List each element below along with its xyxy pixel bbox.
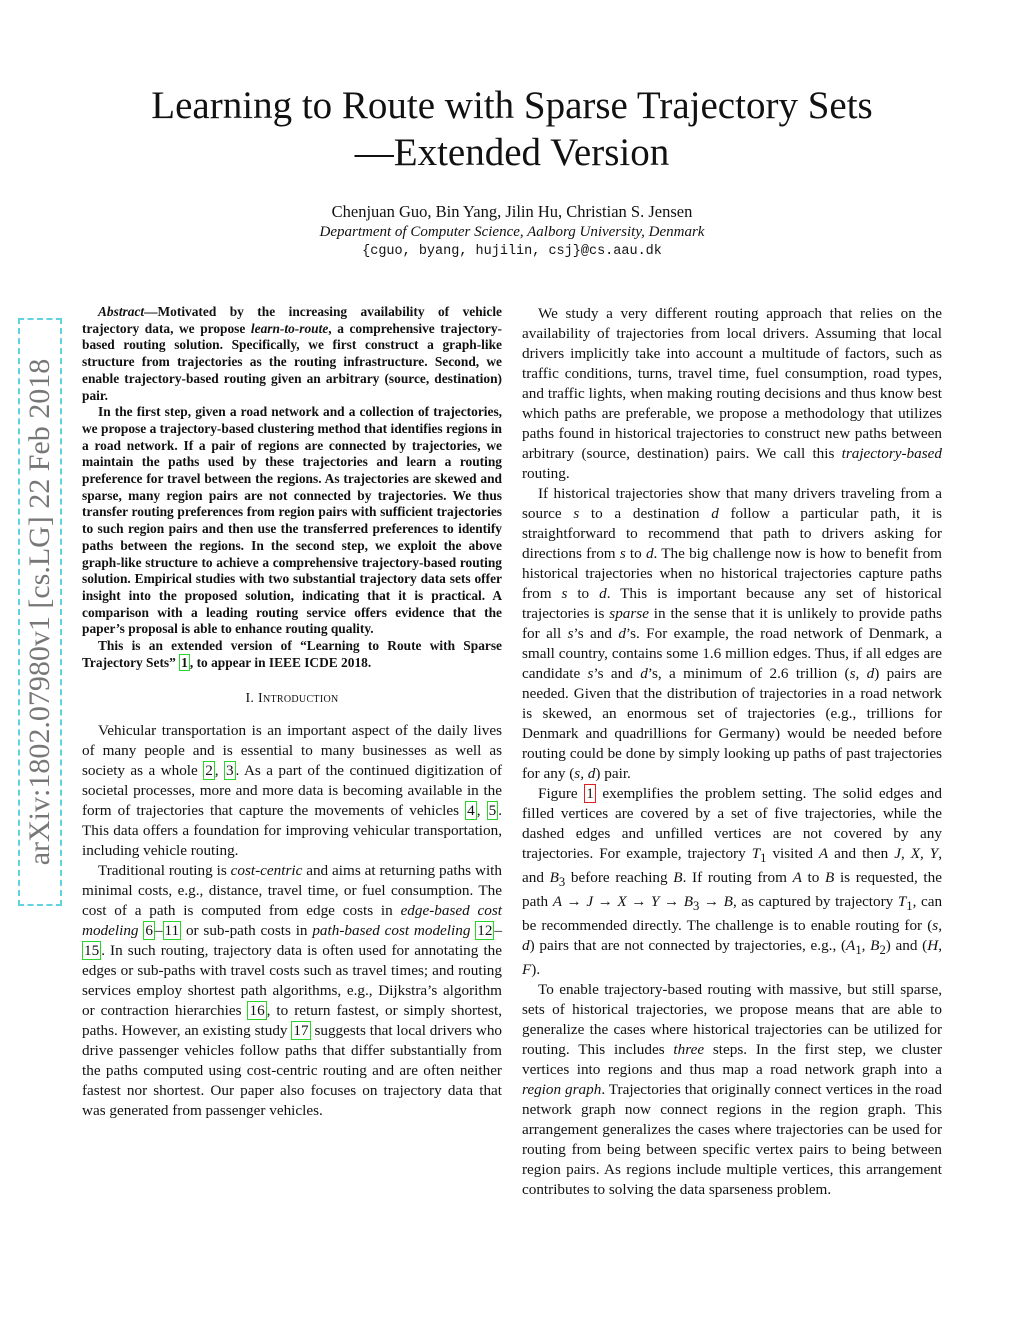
emphasis: T [897, 893, 907, 911]
citation-link[interactable]: 5 [488, 802, 497, 820]
emphasis: trajectory-based [841, 445, 942, 462]
emphasis: s [573, 505, 580, 522]
right-column [522, 304, 942, 1200]
emphasis: A [818, 845, 829, 862]
citation-link[interactable]: 6 [145, 922, 153, 940]
emphasis: region graph [522, 1081, 602, 1099]
emphasis: sparse [609, 605, 649, 622]
subscript: 3 [558, 875, 566, 890]
emphasis: s [567, 625, 574, 642]
emphasis: F [522, 961, 532, 979]
emphasis: d [599, 585, 607, 602]
emphasis: A [846, 937, 856, 955]
emphasis: d [640, 665, 648, 682]
citation-link[interactable]: 3 [226, 762, 234, 780]
arxiv-stamp [18, 318, 62, 906]
paper-title [0, 82, 1024, 176]
emphasis: Abstract [98, 304, 145, 319]
citation-link[interactable]: 4 [467, 802, 475, 820]
emphasis: A [792, 869, 802, 887]
body-paragraph: We study a very different routing approach that relies on the availability of trajectories from local drivers. Assuming that local drivers implicitly take into account a multitude of factors, such as traffic conditions, turns, travel time, fuel consumption, road types, and traffic lights, when making routing decisions and thus know best which paths are preferable, we propose a methodology that utilizes paths found in historical trajectories to construct new paths between arbitrary (source, destination) pairs. We call this trajectory-based routing. [522, 305, 942, 482]
subscript: 1 [906, 899, 913, 914]
emphasis: T [751, 845, 761, 862]
emphasis: X [617, 893, 627, 911]
citation-link[interactable]: 12 [477, 922, 493, 940]
citation-link[interactable]: 16 [249, 1002, 265, 1020]
abstract-paragraph: Abstract—Motivated by the increasing availability of vehicle trajectory data, we propose learn-to-route, a comprehensive trajectory-based routing solution. Specifically, we first construct a graph-like structure from trajectories as the routing infrastructure. Second, we enable trajectory-based routing given an arbitrary (source, destination) pair. [82, 304, 503, 403]
emphasis: B [723, 893, 733, 911]
email: {cguo, byang, hujilin, csj}@cs.aau.dk [362, 244, 662, 259]
emphasis: cost-centric [230, 862, 303, 880]
abstract-paragraph: In the first step, given a road network and a collection of trajectories, we propose a trajectory-based clustering method that identifies regions in a road network. If a pair of regions are connected by trajectories, we maintain the paths used by these trajectories and learn a routing preference for travel between the regions. As trajectories are skewed and sparse, many region pairs are not connected by trajectories. We thus transfer routing preferences from region pairs with sufficient trajectories to such region pairs and then use the transferred preferences to identify paths between the regions. In the second step, we exploit the above graph-like structure to achieve a comprehensive trajectory-based routing solution. Empirical studies with two substantial trajectory data sets offer insight into the proposed solution, indicating that it is practical. A comparison with a leading routing service offers evidence that the paper’s proposal is able to enhance routing quality. [82, 404, 502, 637]
emphasis: s [619, 545, 626, 562]
section-heading-introduction: I. Introduction [245, 691, 339, 707]
emphasis: s, d [522, 917, 942, 955]
emphasis: d [618, 625, 626, 642]
authors: Chenjuan Guo, Bin Yang, Jilin Hu, Christian S. Jensen [331, 202, 693, 221]
body-paragraph: Figure 1 exemplifies the problem setting. The solid edges and filled vertices are covered by a set of five trajectories, while the dashed edges and unfilled vertices are not covered by any trajectories. For example, trajectory $T_1$ visited A and then J, X, Y, and $B_3$ before reaching B. If routing from A to B is requested, the path $A \to J \to X \to Y \to B_3 \to B$, as captured by trajectory $T_1$, can be recommended directly. The challenge is to enable routing for (s, d) pairs that are not connected by trajectories, e.g., ($A_1$, $B_2$) and (H, F). [522, 785, 943, 979]
emphasis: B [549, 869, 559, 887]
emphasis: B [825, 869, 835, 887]
emphasis: A [552, 893, 562, 911]
emphasis: three [673, 1041, 705, 1059]
emphasis: X [910, 845, 921, 862]
citation-link[interactable]: 2 [205, 762, 213, 780]
emphasis: Y [929, 845, 939, 862]
body-paragraph: Vehicular transportation is an important aspect of the daily lives of many people and is essential to many businesses as well as society as a whole 2 , 3 . As a part of the continued digitization of societal processes, more and more data is becoming available in the form of trajectories that capture the movements of vehicles 4 , 5 . This data offers a foundation for improving vehicular transportation, including vehicle routing. [82, 722, 503, 860]
body-paragraph: Traditional routing is cost-centric and aims at returning paths with minimal costs, e.g., distance, travel time, or fuel consumption. The cost of a path is computed from edge costs in edge-based cost modeling 6 – 11 or sub-path costs in path-based cost modeling 12 –15 . In such routing, trajectory data is often used for annotating the edges or sub-paths with travel costs such as travel times; and routing services employ shortest path algorithms, e.g., Dijkstra’s algorithm or contraction hierarchies 16 , to return fastest, or simply shortest, paths. However, an existing study 17 suggests that local drivers who drive passenger vehicles follow paths that differ substantially from the paths computed using cost-centric routing and are often neither fastest nor shortest. Our paper also focuses on trajectory data that was generated from passenger vehicles. [82, 862, 503, 1120]
emphasis: J [894, 845, 901, 862]
emphasis: B [673, 869, 683, 887]
emphasis: learn-to-route [250, 320, 329, 336]
emphasis: d [711, 505, 719, 522]
subscript: 1 [855, 943, 862, 958]
citation-link[interactable]: 1 [181, 654, 188, 670]
figure-link[interactable]: 1 [586, 785, 594, 802]
emphasis: s, d [574, 765, 596, 782]
emphasis: Y [650, 893, 660, 911]
emphasis: B [870, 937, 880, 955]
abstract [82, 304, 502, 671]
title-line-2: —Extended Version [354, 131, 670, 174]
affiliation: Department of Computer Science, Aalborg University, Denmark [319, 224, 705, 240]
subscript: 3 [693, 899, 700, 914]
emphasis: edge-based cost modeling [82, 902, 503, 940]
left-column [82, 304, 502, 1121]
emphasis: B [683, 893, 694, 911]
emphasis: s, d [849, 665, 875, 682]
emphasis: s [587, 665, 594, 682]
arxiv-id: arXiv:1802.07980v1 [cs.LG] 22 Feb 2018 [23, 358, 56, 866]
subscript: 1 [760, 851, 767, 866]
emphasis: H [927, 937, 939, 955]
emphasis: J [586, 893, 594, 911]
citation-link[interactable]: 11 [164, 922, 180, 940]
subscript: 2 [879, 943, 886, 958]
citation-link[interactable]: 17 [293, 1022, 309, 1040]
extended-version-note: This is an extended version of “Learning to Route with Sparse Trajectory Sets” 1 , to appear in IEEE ICDE 2018. [82, 638, 502, 670]
title-line-1: Learning to Route with Sparse Trajectory Sets [151, 84, 873, 127]
emphasis: path-based cost modeling [312, 922, 471, 940]
emphasis: d [645, 545, 654, 562]
body-paragraph: If historical trajectories show that many drivers traveling from a source s to a destination d follow a particular path, it is straightforward to recommend that path to drivers asking for directions from s to d. The big challenge now is how to benefit from historical trajectories when no historical trajectories capture paths from s to d. This is important because any set of historical trajectories is sparse in the sense that it is unlikely to provide paths for all s’s and d’s. For example, the road network of Denmark, a small country, contains some 1.6 million edges. Thus, if all edges are candidate s’s and d’s, a minimum of 2.6 trillion (s, d) pairs are needed. Given that the distribution of trajectories in a road network is skewed, an enormous set of trajectories (e.g., trillions for Denmark and quadrillions for Germany) would be needed before routing could be done by simply looking up paths of past trajectories for any (s, d) pair. [522, 485, 943, 782]
citation-link[interactable]: 15 [84, 942, 100, 960]
emphasis: s [561, 585, 568, 602]
body-paragraph: To enable trajectory-based routing with massive, but still sparse, sets of historical trajectories, we propose means that are able to generalize the cases where historical trajectories can be utilized for routing. This includes three steps. In the first step, we cluster vertices into regions and thus map a road network graph into a region graph. Trajectories that originally connect vertices in the road network graph now connect regions in the region graph. This arrangement generalizes the cases where trajectories can be used for routing from being between specific vertex pairs to being between region pairs. As regions include multiple vertices, this arrangement contributes to solving the data sparseness problem. [522, 981, 943, 1199]
